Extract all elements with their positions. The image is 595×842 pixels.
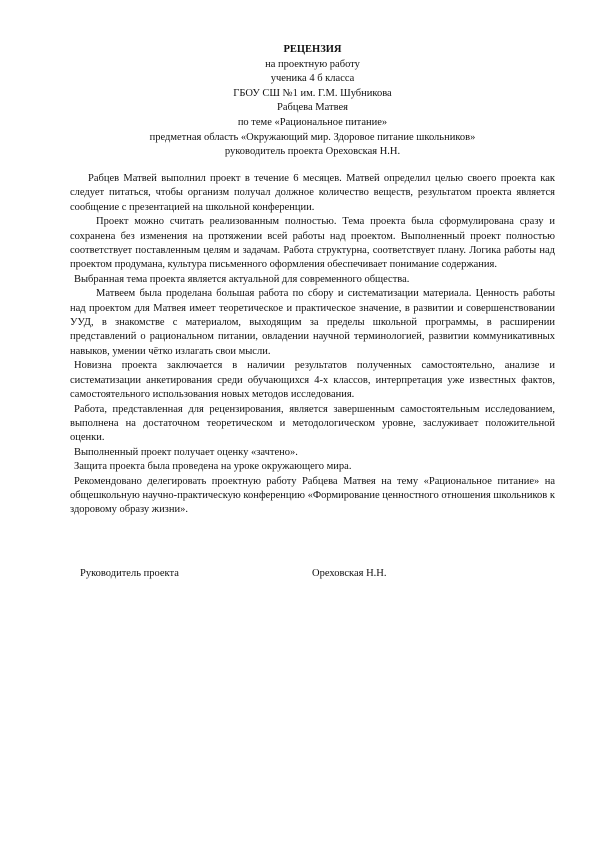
paragraph-novelty: Новизна проекта заключается в наличии результатов полученных самостоятельно, анализе и систематизации анкетирования среди обучающихся 4-х классов, интерпретация уже известных фактов, самостоятельного использования новых методов исследования.: [70, 360, 555, 401]
paragraph-grade: Выполненный проект получает оценку «зачтено».: [74, 446, 298, 458]
header-line-topic: по теме «Рациональное питание»: [237, 116, 388, 128]
paragraph-evaluation: Работа, представленная для рецензирования, является завершенным самостоятельным исследованием, выполнена на достаточном теоретическом и методологическом уровне, заслуживает положительной оценки.: [70, 403, 555, 444]
header-line-student-name: Рабцева Матвея: [277, 102, 348, 114]
signature-name: Ореховская Н.Н.: [312, 568, 387, 579]
header-line-student-class: ученика 4 б класса: [270, 73, 355, 85]
header-line-supervisor: руководитель проекта Ореховская Н.Н.: [224, 146, 401, 158]
header-line-subject-area: предметная область «Окружающий мир. Здоровое питание школьников»: [149, 131, 476, 143]
signature-role: Руководитель проекта: [80, 568, 179, 579]
paragraph-recommendation: Рекомендовано делегировать проектную работу Рабцева Матвея на тему «Рациональное питание» на общешкольную научно-практическую конференцию «Формирование ценностного отношения школьников к здоровому образу жизни».: [70, 475, 555, 516]
document-title: РЕЦЕНЗИЯ: [283, 44, 342, 55]
header-line-project-work: на проектную работу: [265, 58, 360, 70]
paragraph-value: Матвеем была проделана большая работа по сбору и систематизации материала. Ценность работы над проектом для Матвея имеет теоретическое и практическое значение, в развитии и совершенствовании УУД, в знакомстве с материалом, выходящим за пределы школьной программы, в расширении представлений о рациональном питании, овладении научной терминологией, развитии коммуникативных навыков, умении чётко излагать свои мысли.: [70, 288, 555, 357]
paragraph-relevance: Выбранная тема проекта является актуальной для современного общества.: [74, 273, 410, 285]
paragraph-intro: Рабцев Матвей выполнил проект в течение 6 месяцев. Матвей определил целью своего проекта как следует питаться, чтобы организм получал должное количество веществ, результатом проекта является сообщение с презентацией на школьной конференции.: [70, 173, 555, 213]
paragraph-defense: Защита проекта была проведена на уроке окружающего мира.: [74, 461, 352, 473]
header-line-school: ГБОУ СШ №1 им. Г.М. Шубникова: [233, 87, 392, 99]
review-header: [70, 43, 555, 160]
paragraph-implementation: Проект можно считать реализованным полностью. Тема проекта была сформулирована сразу и сохранена без изменения на протяжении всей работы над проектом. Выполненный проект полностью соответствует поставленным целям и задачам. Работа структурна, соответствует плану. Логика работы над проектом продумана, культура письменного оформления обеспечивает понимание содержания.: [70, 216, 555, 271]
review-body: [70, 172, 555, 518]
